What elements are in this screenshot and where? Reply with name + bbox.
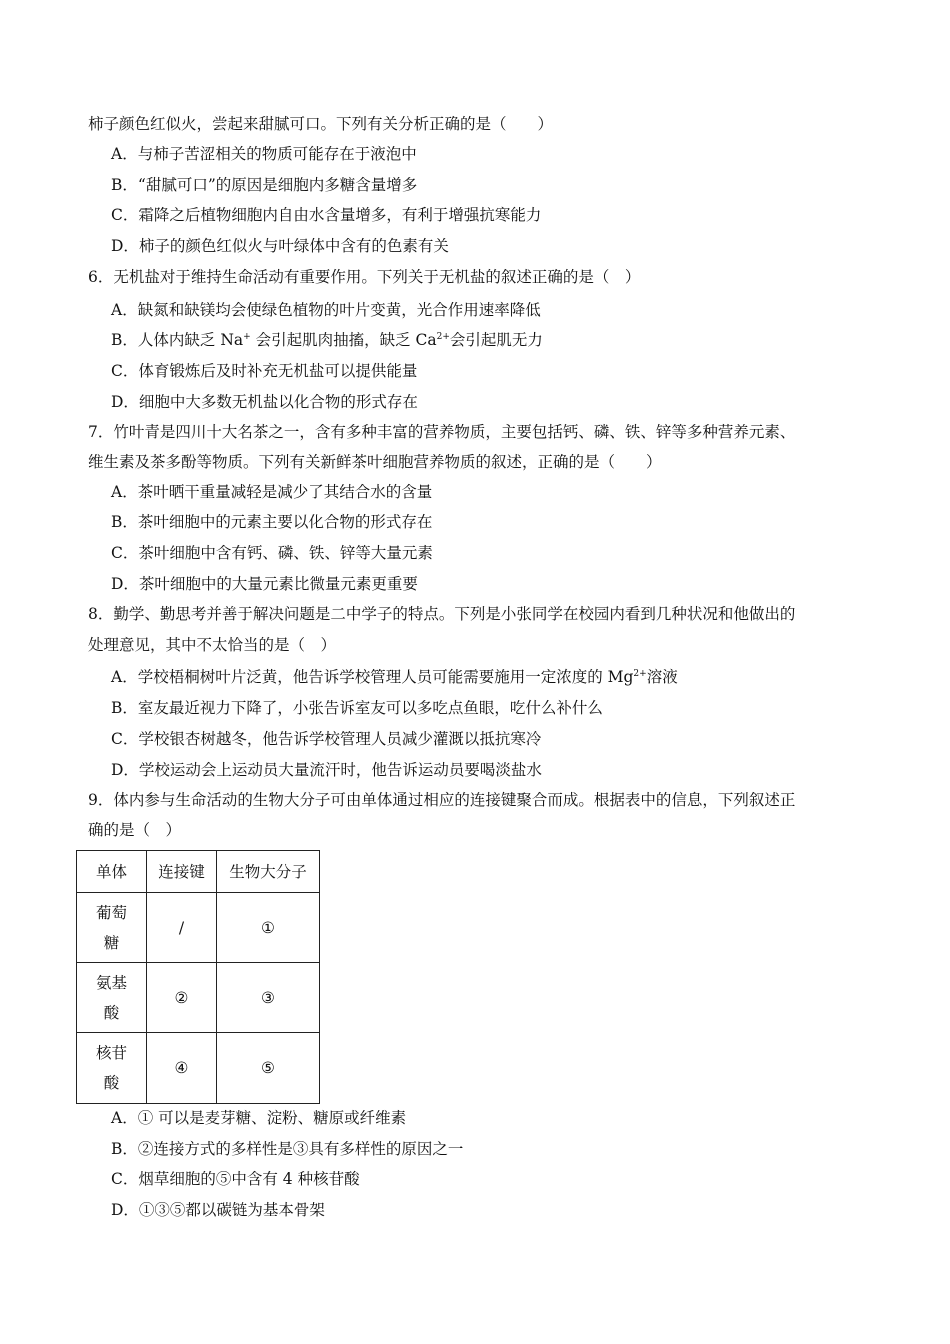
q7-option-d: D．茶叶细胞中的大量元素比微量元素更重要 — [111, 575, 418, 593]
monomer-line: 氨基 — [95, 973, 127, 992]
table-cell-bond: / — [147, 893, 217, 963]
q8-option-a — [111, 667, 678, 687]
q8-option-a-sup: 2+ — [633, 669, 647, 679]
q7-stem-line2: 维生素及茶多酚等物质。下列有关新鲜茶叶细胞营养物质的叙述，正确的是（ ） — [88, 453, 662, 471]
table-cell-bond: ② — [147, 963, 217, 1033]
q9-option-b: B．②连接方式的多样性是③具有多样性的原因之一 — [111, 1140, 464, 1158]
q6-option-b-sup2: 2+ — [436, 332, 450, 342]
q5-option-d: D．柿子的颜色红似火与叶绿体中含有的色素有关 — [111, 237, 449, 255]
table-header-cell: 单体 — [77, 851, 147, 893]
q9-stem-line2: 确的是（ ） — [88, 821, 182, 839]
q6-option-b-part3: 会引起肌无力 — [449, 331, 543, 349]
monomer-table — [76, 850, 320, 1104]
table-row — [77, 963, 320, 1033]
q6-option-b-part2: 会引起肌肉抽搐，缺乏 Ca — [250, 331, 437, 349]
monomer-line: 核苷 — [95, 1044, 127, 1062]
table-cell-macromolecule: ① — [217, 893, 320, 963]
q7-stem-line1: 7．竹叶青是四川十大名茶之一，含有多种丰富的营养物质，主要包括钙、磷、铁、锌等多种营养元素、 — [88, 423, 796, 441]
q8-option-d: D．学校运动会上运动员大量流汗时，他告诉运动员要喝淡盐水 — [111, 761, 542, 779]
q9-option-d: D．①③⑤都以碳链为基本骨架 — [111, 1201, 325, 1219]
table-cell-bond: ④ — [147, 1033, 217, 1104]
q8-option-c: C．学校银杏树越冬，他告诉学校管理人员减少灌溉以抵抗寒冷 — [111, 730, 542, 748]
q7-option-a: A．茶叶晒干重量减轻是减少了其结合水的含量 — [111, 483, 433, 501]
q9-option-a: A．① 可以是麦芽糖、淀粉、糖原或纤维素 — [111, 1109, 407, 1127]
monomer-line: 酸 — [103, 1074, 120, 1092]
table-cell-monomer — [77, 893, 147, 963]
q6-option-d: D．细胞中大多数无机盐以化合物的形式存在 — [111, 393, 418, 411]
q5-stem-tail: 柿子颜色红似火，尝起来甜腻可口。下列有关分析正确的是（ ） — [88, 115, 554, 133]
table-header-row — [77, 851, 320, 893]
q5-option-c: C．霜降之后植物细胞内自由水含量增多，有利于增强抗寒能力 — [111, 206, 542, 224]
q9-stem-line1: 9．体内参与生命活动的生物大分子可由单体通过相应的连接键聚合而成。根据表中的信息，下列叙述正 — [88, 791, 796, 809]
table-cell-monomer — [77, 963, 147, 1033]
table-cell-macromolecule: ⑤ — [217, 1033, 320, 1104]
table-row — [77, 1033, 320, 1104]
q6-stem: 6．无机盐对于维持生命活动有重要作用。下列关于无机盐的叙述正确的是（ ） — [88, 268, 641, 286]
q6-option-b-sup1: + — [243, 332, 251, 342]
q8-option-a-part2: 溶液 — [646, 668, 678, 686]
q6-option-c: C．体育锻炼后及时补充无机盐可以提供能量 — [111, 362, 418, 380]
q9-option-c: C．烟草细胞的⑤中含有 4 种核苷酸 — [111, 1170, 360, 1188]
q7-option-b: B．茶叶细胞中的元素主要以化合物的形式存在 — [111, 513, 433, 531]
table-cell-macromolecule: ③ — [217, 963, 320, 1033]
q5-option-a: A．与柿子苦涩相关的物质可能存在于液泡中 — [111, 145, 417, 163]
q8-stem-line2: 处理意见，其中不太恰当的是（ ） — [88, 636, 337, 654]
table-row — [77, 893, 320, 963]
q8-option-a-part1: A．学校梧桐树叶片泛黄，他告诉学校管理人员可能需要施用一定浓度的 Mg — [111, 668, 634, 686]
table-header-cell: 生物大分子 — [217, 851, 320, 893]
q5-option-b: B．“甜腻可口”的原因是细胞内多糖含量增多 — [111, 176, 418, 194]
q8-stem-line1: 8．勤学、勤思考并善于解决问题是二中学子的特点。下列是小张同学在校园内看到几种状况和他做出的 — [88, 605, 796, 623]
q8-option-b: B．室友最近视力下降了，小张告诉室友可以多吃点鱼眼，吃什么补什么 — [111, 699, 603, 717]
q6-option-b-part1: B．人体内缺乏 Na — [111, 331, 244, 349]
table-header-cell: 连接键 — [147, 851, 217, 893]
q6-option-b — [111, 330, 543, 350]
monomer-line: 糖 — [103, 933, 120, 952]
table-cell-monomer — [77, 1033, 147, 1104]
monomer-line: 酸 — [103, 1003, 120, 1022]
q6-option-a: A．缺氮和缺镁均会使绿色植物的叶片变黄，光合作用速率降低 — [111, 301, 541, 319]
q7-option-c: C．茶叶细胞中含有钙、磷、铁、锌等大量元素 — [111, 544, 433, 562]
monomer-line: 葡萄 — [95, 903, 127, 922]
